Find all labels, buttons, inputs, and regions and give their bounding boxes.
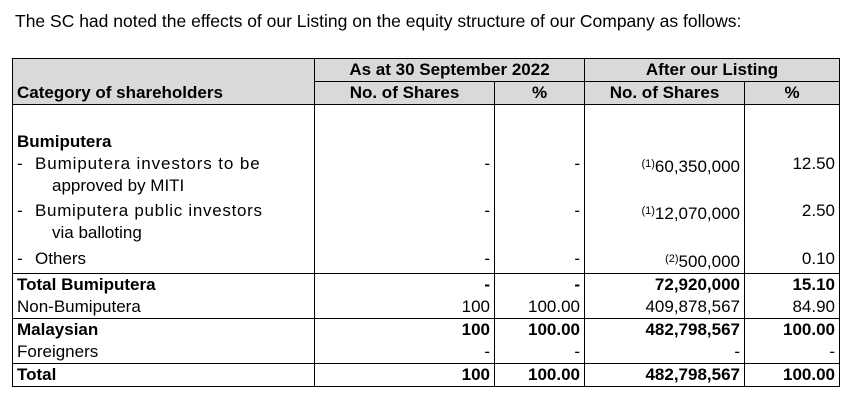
- cell-a-shares: -: [315, 248, 495, 274]
- cell-a-pct: 100.00: [495, 364, 585, 387]
- cell-a-shares: 100: [315, 296, 495, 319]
- cell-b-shares: $^{(2)}$500,000: [585, 248, 745, 274]
- cell-a-shares: -: [315, 153, 495, 197]
- cell-a-pct: -: [495, 153, 585, 197]
- table-row-total-bumiputera: [13, 274, 840, 297]
- cell-a-pct: -: [495, 197, 585, 248]
- cell-a-pct: 100.00: [495, 319, 585, 342]
- cell-a-pct: -: [495, 274, 585, 297]
- cell-b-shares: 72,920,000: [585, 274, 745, 297]
- header-category: Category of shareholders: [13, 82, 315, 105]
- row-label-cont: approved by MITI: [52, 176, 185, 195]
- table-row: - Bumiputera investors to be approved by MITI - - $^{(1)}$60,350,000 12.50: [13, 153, 840, 197]
- cell-b-pct: 100.00: [745, 319, 840, 342]
- row-label: Total: [13, 364, 315, 387]
- cell-a-shares: 100: [315, 364, 495, 387]
- cell-b-pct: 12.50: [745, 153, 840, 197]
- bumiputera-title: Bumiputera: [17, 132, 112, 151]
- table-row: - Others - - $^{(2)}$500,000 0.10: [13, 248, 840, 274]
- cell-b-shares: 482,798,567: [585, 319, 745, 342]
- cell-a-shares: -: [315, 197, 495, 248]
- cell-b-pct: 100.00: [745, 364, 840, 387]
- cell-a-pct: 100.00: [495, 296, 585, 319]
- row-label: Bumiputera public investors: [35, 201, 263, 220]
- cell-b-shares: $^{(1)}$60,350,000: [585, 153, 745, 197]
- cell-a-shares: -: [315, 274, 495, 297]
- cell-b-shares: 482,798,567: [585, 364, 745, 387]
- header-row-groups: [13, 59, 840, 82]
- header-group-as-at: As at 30 September 2022: [315, 59, 585, 82]
- row-label: Non-Bumiputera: [17, 297, 141, 316]
- table-row: [13, 131, 840, 153]
- table-row: [13, 296, 840, 319]
- cell-b-shares: 409,878,567: [585, 296, 745, 319]
- cell-a-shares: 100: [315, 319, 495, 342]
- cell-b-shares: -: [585, 341, 745, 364]
- row-label: Malaysian: [13, 319, 315, 342]
- spacer-row: [13, 105, 840, 132]
- row-label: Others: [35, 249, 87, 268]
- table-row-malaysian: [13, 319, 840, 342]
- header-row-columns: [13, 82, 840, 105]
- row-label: Foreigners: [17, 342, 99, 361]
- cell-b-pct: 84.90: [745, 296, 840, 319]
- cell-b-pct: 2.50: [745, 197, 840, 248]
- cell-a-shares: -: [315, 341, 495, 364]
- cell-b-pct: 0.10: [745, 248, 840, 274]
- header-group-after-listing: After our Listing: [585, 59, 840, 82]
- table-row: - Bumiputera public investors via balloting - - $^{(1)}$12,070,000 2.50: [13, 197, 840, 248]
- cell-a-pct: -: [495, 341, 585, 364]
- equity-structure-table: [12, 58, 840, 387]
- cell-b-pct: -: [745, 341, 840, 364]
- cell-b-shares: $^{(1)}$12,070,000: [585, 197, 745, 248]
- table-row-total: [13, 364, 840, 387]
- header-shares-after: No. of Shares: [585, 82, 745, 105]
- header-pct-after: %: [745, 82, 840, 105]
- row-label-cont: via balloting: [52, 223, 142, 242]
- header-shares-as-at: No. of Shares: [315, 82, 495, 105]
- intro-text: The SC had noted the effects of our Listing on the equity structure of our Company as follows:: [15, 11, 742, 31]
- cell-b-pct: 15.10: [745, 274, 840, 297]
- row-label: Total Bumiputera: [13, 274, 315, 297]
- header-category-blank: [13, 59, 315, 82]
- header-pct-as-at: %: [495, 82, 585, 105]
- table-row: [13, 341, 840, 364]
- row-label: Bumiputera investors to be: [35, 154, 261, 173]
- cell-a-pct: -: [495, 248, 585, 274]
